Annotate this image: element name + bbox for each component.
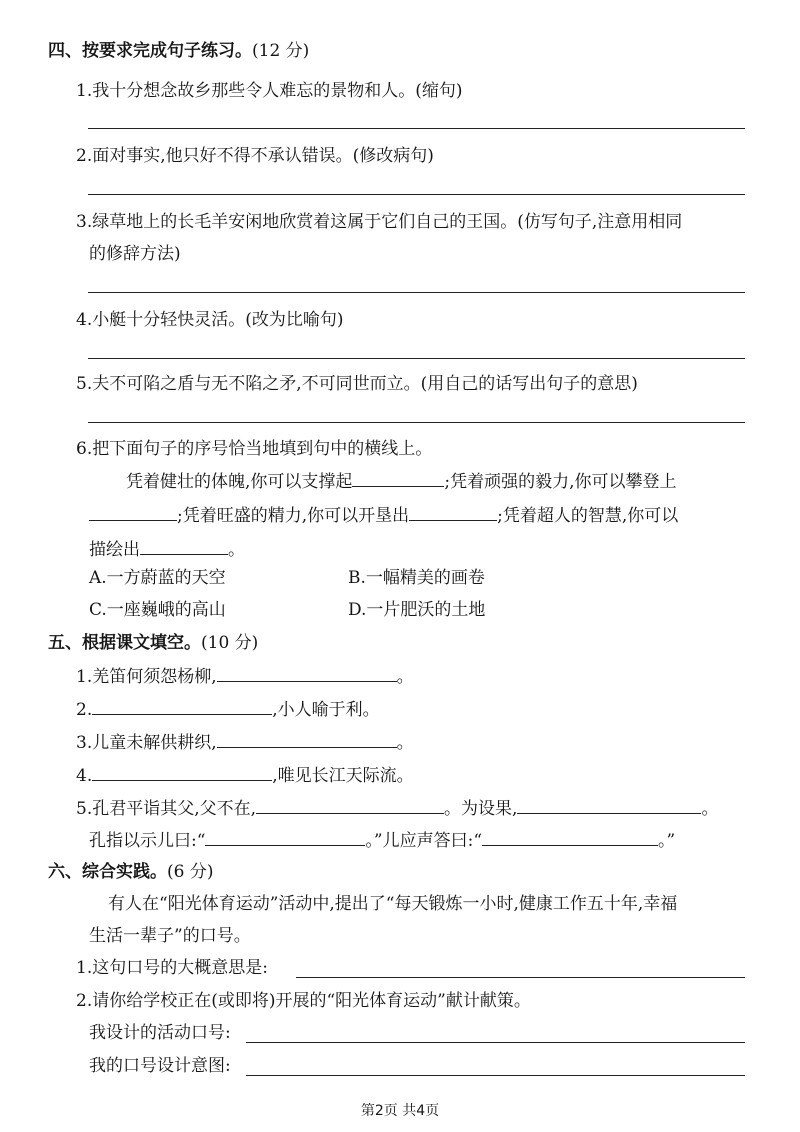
- section4-points: (12 分): [252, 41, 310, 61]
- section5-heading: [48, 632, 800, 654]
- s5-q1-blank[interactable]: [217, 665, 397, 682]
- s4-q6-blank-4[interactable]: [140, 538, 228, 555]
- page-footer: 第2页 共4页: [360, 1103, 440, 1119]
- section4-heading: [48, 40, 800, 62]
- s5-q2: [76, 698, 380, 721]
- section5-points: (10 分): [201, 633, 259, 653]
- s5-q5-line1: [76, 797, 718, 820]
- s4-q5-answer-line[interactable]: [88, 422, 745, 423]
- s5-q5-blank-4[interactable]: [482, 829, 658, 846]
- s5-q5-text-d: 孔指以示儿曰:“: [89, 831, 206, 851]
- s5-q3-end: 。: [396, 733, 414, 753]
- s6-paragraph-line2: 生活一辈子”的口号。: [89, 926, 251, 946]
- s5-q3-blank[interactable]: [217, 731, 397, 748]
- s4-q2-answer-line[interactable]: [88, 194, 745, 195]
- section6-heading: [48, 861, 800, 883]
- s4-option-c: C.一座巍峨的高山: [89, 600, 226, 620]
- s5-q5-text-a: 5.孔君平诣其父,父不在,: [76, 799, 257, 819]
- s5-q4-blank[interactable]: [92, 764, 272, 781]
- s4-option-a: A.一方蔚蓝的天空: [89, 568, 226, 588]
- s4-q6-text-2a: ;凭着旺盛的精力,你可以开垦出: [177, 506, 410, 526]
- s5-q3-text: 3.儿童未解供耕织,: [76, 733, 217, 753]
- s4-q3-line2: 的修辞方法): [89, 244, 181, 264]
- s4-q6-text-3: 描绘出: [89, 540, 140, 560]
- s5-q4-text: ,唯见长江天际流。: [272, 766, 414, 786]
- section6-title: 六、综合实践。: [48, 862, 167, 882]
- s5-q5-text-f: 。”: [658, 831, 676, 851]
- s4-q1-answer-line[interactable]: [88, 128, 745, 129]
- s5-q4-number: 4.: [76, 766, 93, 786]
- s4-q6-blank-2[interactable]: [89, 504, 177, 521]
- s5-q5-blank-1[interactable]: [256, 797, 444, 814]
- s4-q6-passage-line1: [126, 470, 677, 493]
- s4-q5: 5.夫不可陷之盾与无不陷之矛,不可同世而立。(用自己的话写出句子的意思): [76, 374, 638, 394]
- section5-title: 五、根据课文填空。: [48, 633, 201, 653]
- s5-q5-text-b: 。为设果,: [444, 799, 518, 819]
- s5-q2-text: ,小人喻于利。: [272, 700, 380, 720]
- s4-q3-answer-line[interactable]: [88, 292, 745, 293]
- s4-q4: 4.小艇十分轻快灵活。(改为比喻句): [76, 310, 344, 330]
- s6-paragraph-line1: 有人在“阳光体育运动”活动中,提出了“每天锻炼一小时,健康工作五十年,幸福: [108, 894, 678, 914]
- s5-q5-text-e: 。”儿应声答曰:“: [365, 831, 483, 851]
- s4-q6: 6.把下面句子的序号恰当地填到句中的横线上。: [76, 439, 433, 459]
- s6-q1: 1.这句口号的大概意思是:: [76, 958, 268, 978]
- s4-q6-text-3-end: 。: [228, 540, 245, 560]
- s4-option-b: B.一幅精美的画卷: [348, 568, 485, 588]
- section6-points: (6 分): [167, 862, 214, 882]
- s4-q6-text-2b: ;凭着超人的智慧,你可以: [497, 506, 679, 526]
- s6-q2: 2.请你给学校正在(或即将)开展的“阳光体育运动”献计献策。: [76, 991, 531, 1011]
- s5-q2-number: 2.: [76, 700, 93, 720]
- s4-q4-answer-line[interactable]: [88, 358, 745, 359]
- s5-q1: [76, 665, 414, 688]
- s5-q1-text: 1.羌笛何须怨杨柳,: [76, 667, 217, 687]
- s4-q6-text-1a: 凭着健壮的体魄,你可以支撑起: [126, 472, 353, 492]
- s4-q6-blank-3[interactable]: [409, 504, 497, 521]
- s6-slogan-answer-line[interactable]: [246, 1042, 745, 1043]
- s5-q5-line2: [89, 829, 675, 852]
- s6-q1-answer-line[interactable]: [296, 977, 745, 978]
- s5-q5-blank-2[interactable]: [517, 797, 701, 814]
- section4-title: 四、按要求完成句子练习。: [48, 41, 252, 61]
- s6-intent-answer-line[interactable]: [246, 1075, 745, 1076]
- s5-q2-blank[interactable]: [92, 698, 272, 715]
- s5-q4: [76, 764, 414, 787]
- s4-q6-passage-line2: [89, 504, 678, 527]
- s6-slogan-label: 我设计的活动口号:: [89, 1023, 231, 1043]
- s4-q6-blank-1[interactable]: [352, 470, 444, 487]
- s4-q6-text-1b: ;凭着顽强的毅力,你可以攀登上: [444, 472, 677, 492]
- s4-q3-line1: 3.绿草地上的长毛羊安闲地欣赏着这属于它们自己的王国。(仿写句子,注意用相同: [76, 212, 683, 232]
- s4-q6-passage-line3: [89, 538, 245, 561]
- s4-q1: 1.我十分想念故乡那些令人难忘的景物和人。(缩句): [76, 81, 463, 101]
- s4-option-d: D.一片肥沃的土地: [348, 600, 486, 620]
- s5-q3: [76, 731, 414, 754]
- s5-q5-blank-3[interactable]: [205, 829, 365, 846]
- s5-q5-text-c: 。: [701, 799, 719, 819]
- s5-q1-end: 。: [396, 667, 414, 687]
- s6-intent-label: 我的口号设计意图:: [89, 1056, 231, 1076]
- s4-q2: 2.面对事实,他只好不得不承认错误。(修改病句): [76, 146, 434, 166]
